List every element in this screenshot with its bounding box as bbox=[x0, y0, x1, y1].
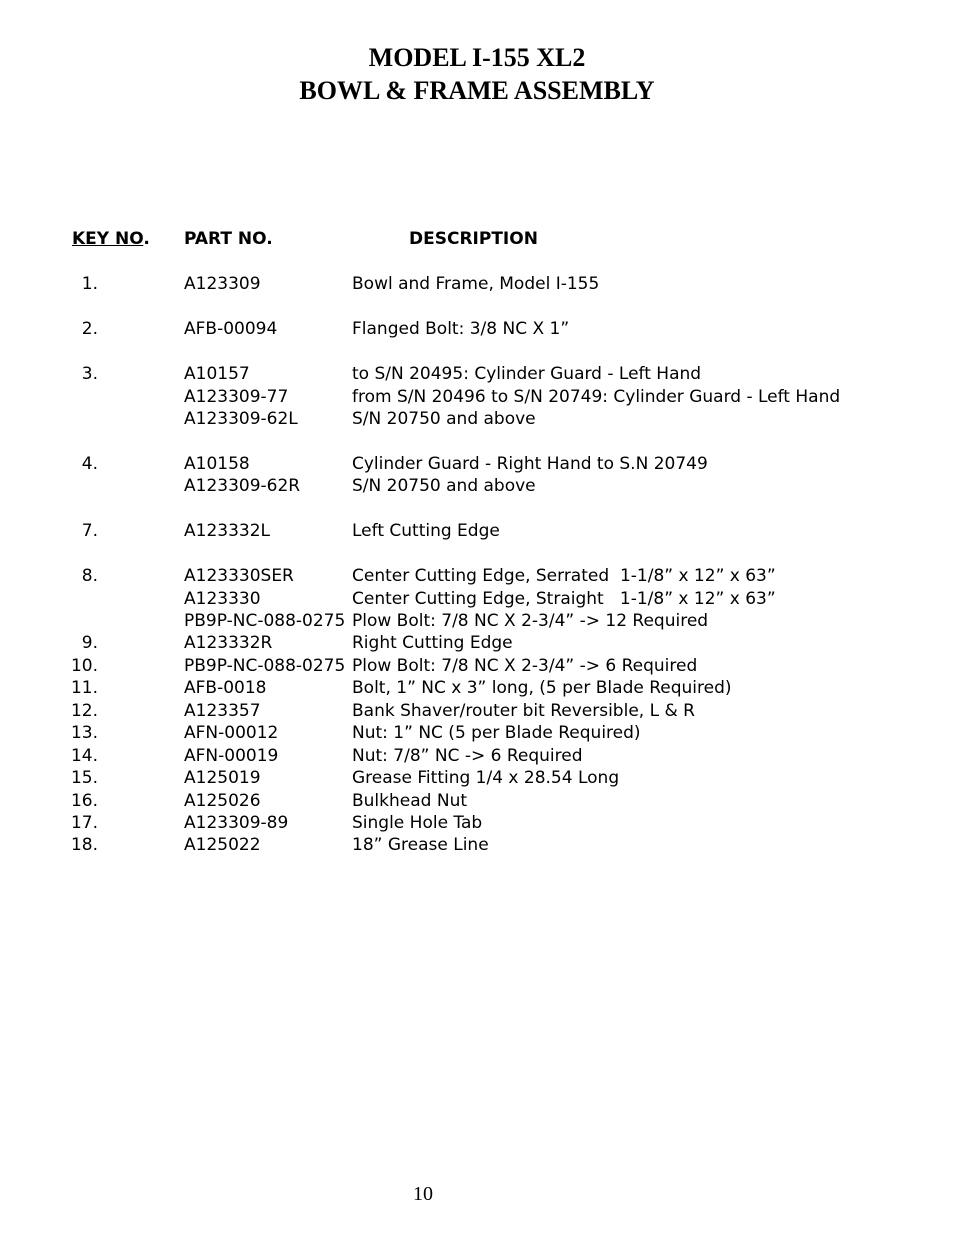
table-row bbox=[0, 835, 954, 858]
part-no-cell: AFN-00012 bbox=[184, 723, 279, 743]
key-no-header bbox=[72, 229, 150, 249]
description-cell: to S/N 20495: Cylinder Guard - Left Hand bbox=[352, 364, 702, 384]
description-cell: Flanged Bolt: 3/8 NC X 1” bbox=[352, 319, 570, 339]
description-cell: from S/N 20496 to S/N 20749: Cylinder Guard - Left Hand bbox=[352, 387, 841, 407]
key-no-header-label: KEY NO bbox=[72, 229, 144, 249]
key-no-cell: 1. bbox=[81, 274, 98, 294]
part-no-cell: A123332R bbox=[184, 633, 273, 653]
description-header: DESCRIPTION bbox=[409, 229, 538, 249]
key-no-cell: 15. bbox=[70, 768, 98, 788]
key-no-cell: 9. bbox=[81, 633, 98, 653]
part-no-cell: AFB-00094 bbox=[184, 319, 278, 339]
description-cell: Center Cutting Edge, Serrated 1-1/8” x 12” x 63” bbox=[352, 566, 776, 586]
key-no-cell: 2. bbox=[81, 319, 98, 339]
table-row bbox=[0, 701, 954, 724]
description-cell: Right Cutting Edge bbox=[352, 633, 513, 653]
description-cell: Single Hole Tab bbox=[352, 813, 483, 833]
description-cell: Bank Shaver/router bit Reversible, L & R bbox=[352, 701, 695, 721]
key-no-cell: 13. bbox=[70, 723, 98, 743]
table-row bbox=[0, 409, 954, 432]
part-no-cell: A123309-62L bbox=[184, 409, 298, 429]
part-no-cell: A123330 bbox=[184, 589, 261, 609]
description-cell: S/N 20750 and above bbox=[352, 476, 536, 496]
table-row bbox=[0, 678, 954, 701]
description-cell: Plow Bolt: 7/8 NC X 2-3/4” -> 6 Required bbox=[352, 656, 698, 676]
key-no-cell: 11. bbox=[70, 678, 98, 698]
table-row bbox=[0, 611, 954, 634]
document-title: MODEL I-155 XL2 bbox=[368, 43, 586, 72]
table-row bbox=[0, 656, 954, 679]
part-no-cell: A123332L bbox=[184, 521, 270, 541]
part-no-header: PART NO. bbox=[184, 229, 273, 249]
table-row bbox=[0, 274, 954, 297]
key-no-header-dot: . bbox=[143, 229, 150, 249]
key-no-cell: 14. bbox=[70, 746, 98, 766]
description-cell: Bowl and Frame, Model I-155 bbox=[352, 274, 600, 294]
key-no-cell: 7. bbox=[81, 521, 98, 541]
key-no-cell: 16. bbox=[70, 791, 98, 811]
part-no-cell: A125022 bbox=[184, 835, 261, 855]
part-no-cell: A123309-89 bbox=[184, 813, 289, 833]
description-cell: Left Cutting Edge bbox=[352, 521, 500, 541]
table-row bbox=[0, 813, 954, 836]
description-cell: Center Cutting Edge, Straight 1-1/8” x 12” x 63” bbox=[352, 589, 776, 609]
key-no-cell: 17. bbox=[70, 813, 98, 833]
table-row bbox=[0, 476, 954, 499]
table-row bbox=[0, 521, 954, 544]
description-cell: S/N 20750 and above bbox=[352, 409, 536, 429]
table-row bbox=[0, 387, 954, 410]
part-no-cell: A123357 bbox=[184, 701, 261, 721]
description-cell: Nut: 1” NC (5 per Blade Required) bbox=[352, 723, 641, 743]
part-no-cell: AFN-00019 bbox=[184, 746, 279, 766]
table-row bbox=[0, 319, 954, 342]
part-no-cell: AFB-0018 bbox=[184, 678, 267, 698]
table-row bbox=[0, 454, 954, 477]
part-no-cell: A10158 bbox=[184, 454, 250, 474]
key-no-cell: 8. bbox=[81, 566, 98, 586]
description-cell: Bolt, 1” NC x 3” long, (5 per Blade Required) bbox=[352, 678, 732, 698]
description-cell: Plow Bolt: 7/8 NC X 2-3/4” -> 12 Required bbox=[352, 611, 709, 631]
key-no-cell: 18. bbox=[70, 835, 98, 855]
key-no-cell: 4. bbox=[81, 454, 98, 474]
description-cell: Grease Fitting 1/4 x 28.54 Long bbox=[352, 768, 620, 788]
part-no-cell: PB9P-NC-088-0275 bbox=[184, 611, 346, 631]
table-row bbox=[0, 633, 954, 656]
table-row bbox=[0, 566, 954, 589]
description-cell: Cylinder Guard - Right Hand to S.N 20749 bbox=[352, 454, 708, 474]
description-cell: Bulkhead Nut bbox=[352, 791, 468, 811]
table-row bbox=[0, 723, 954, 746]
table-row bbox=[0, 746, 954, 769]
description-cell: 18” Grease Line bbox=[352, 835, 489, 855]
part-no-cell: A10157 bbox=[184, 364, 250, 384]
table-row bbox=[0, 364, 954, 387]
part-no-cell: A123309-62R bbox=[184, 476, 301, 496]
description-cell: Nut: 7/8” NC -> 6 Required bbox=[352, 746, 583, 766]
key-no-cell: 3. bbox=[81, 364, 98, 384]
document-subtitle: BOWL & FRAME ASSEMBLY bbox=[299, 76, 655, 105]
part-no-cell: A125019 bbox=[184, 768, 261, 788]
table-row bbox=[0, 768, 954, 791]
part-no-cell: A123330SER bbox=[184, 566, 294, 586]
part-no-cell: A125026 bbox=[184, 791, 261, 811]
part-no-cell: PB9P-NC-088-0275 bbox=[184, 656, 346, 676]
part-no-cell: A123309 bbox=[184, 274, 261, 294]
part-no-cell: A123309-77 bbox=[184, 387, 289, 407]
key-no-cell: 10. bbox=[70, 656, 98, 676]
table-row bbox=[0, 791, 954, 814]
page-number: 10 bbox=[413, 1183, 433, 1205]
key-no-cell: 12. bbox=[70, 701, 98, 721]
table-row bbox=[0, 589, 954, 612]
